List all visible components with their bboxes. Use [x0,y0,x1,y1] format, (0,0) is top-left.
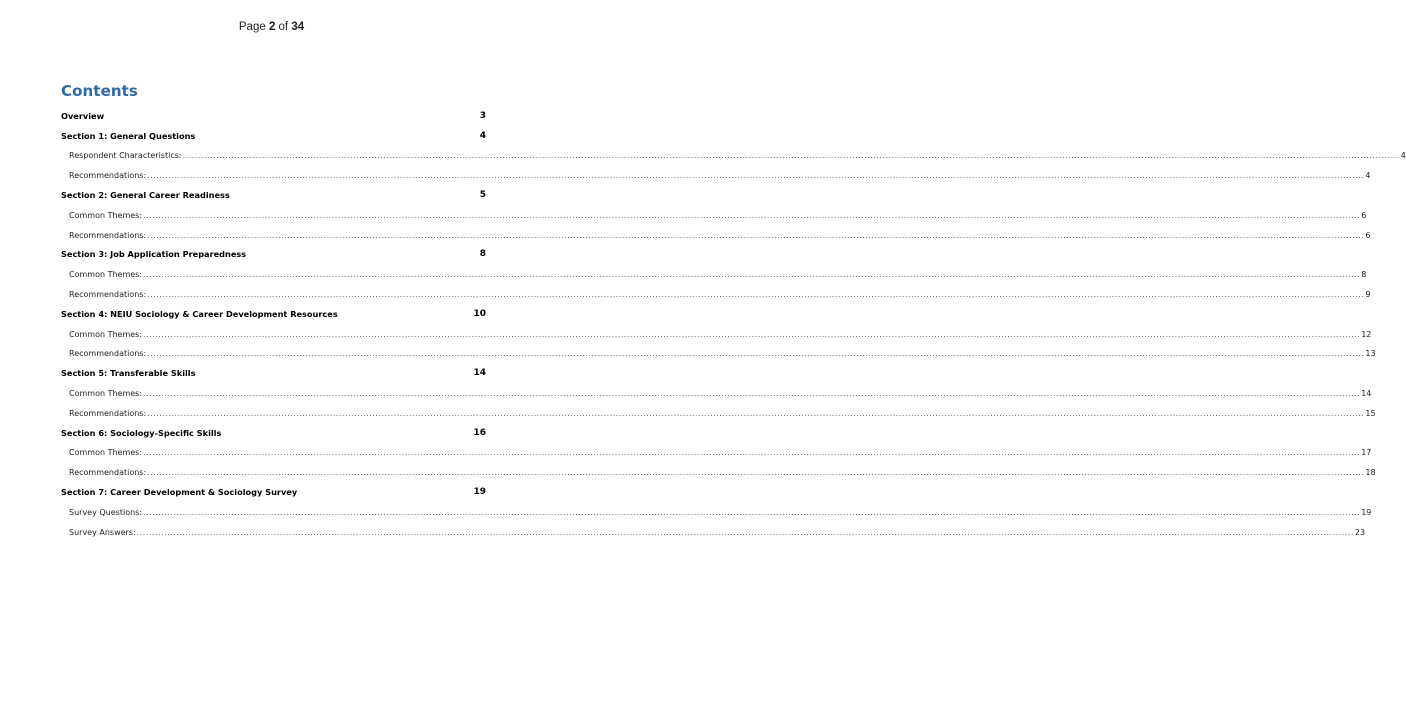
toc-entry-label: Common Themes: [69,448,143,458]
toc-page-number: 15 [1365,408,1376,418]
toc-subsection-entry[interactable] [61,200,1367,220]
toc-dot-leader: ................................................................................................................................................................................................................................................................................................................................................................................................................ [143,270,1361,280]
toc-page-number: 8 [1361,270,1367,280]
toc-entry-label: Common Themes: [69,270,143,280]
page-of: of [275,21,292,33]
toc-page-number: 17 [1361,448,1372,458]
toc-entry-label: Recommendations: [69,171,147,181]
page-current: 2 [268,21,276,33]
page-total: 34 [291,21,305,33]
toc-page-number: 6 [1365,230,1371,240]
toc-section-entry[interactable] [61,418,486,438]
toc-page-number: 18 [1365,468,1376,478]
toc-dot-leader: ................................................................................................................................................................................................................................................................................................................................................................................................................ [143,210,1361,220]
toc-page-number: 4 [1365,171,1371,181]
toc-dot-leader: ................................................................................................................................................................................................................................................................................................................................................................................................................ [143,388,1361,398]
toc-entry-label: Survey Questions: [69,507,143,517]
toc-page-number: 19 [473,486,486,497]
toc-subsection-entry[interactable] [61,438,1372,458]
toc-dot-leader: ................................................................................................................................................................................................................................................................................................................................................................................................................ [143,507,1361,517]
toc-page-number: 3 [479,110,486,121]
toc-entry-label: Recommendations: [69,468,147,478]
toc-page-number: 5 [479,189,486,200]
toc-dot-leader: ................................................................................................................................................................................................................................................................................................................................................................................................................ [147,230,1365,240]
toc-subsection-entry[interactable] [61,378,1372,398]
toc-entry-label: Common Themes: [69,329,143,339]
toc-page-number: 9 [1365,289,1371,299]
toc-entry-label: Section 2: General Career Readiness [61,189,230,200]
toc-page-number: 4 [479,130,486,141]
toc-entry-label: Recommendations: [69,289,147,299]
toc-section-entry[interactable] [61,477,486,497]
toc-dot-leader: ................................................................................................................................................................................................................................................................................................................................................................................................................ [147,468,1365,478]
toc-dot-leader: ................................................................................................................................................................................................................................................................................................................................................................................................................ [143,448,1361,458]
toc-page-number: 10 [473,308,486,319]
toc-entry-label: Section 4: NEIU Sociology & Career Development Resources [61,308,338,319]
toc-entry-label: Section 5: Transferable Skills [61,368,196,379]
toc-entry-label: Recommendations: [69,230,147,240]
toc-subsection-entry[interactable] [61,141,1406,161]
toc-entry-label: Common Themes: [69,388,143,398]
toc-entry-label: Common Themes: [69,210,143,220]
toc-dot-leader: ................................................................................................................................................................................................................................................................................................................................................................................................................ [182,151,1400,161]
toc-page-number: 14 [1361,388,1372,398]
toc-page-number: 12 [1361,329,1372,339]
toc-page-number: 16 [473,427,486,438]
toc-dot-leader: ................................................................................................................................................................................................................................................................................................................................................................................................................ [136,527,1354,537]
toc-section-entry[interactable] [61,358,486,378]
toc-page-number: 4 [1400,151,1406,161]
toc-section-entry[interactable] [61,299,486,319]
toc-entry-label: Overview [61,110,105,121]
toc-section-entry[interactable] [61,121,486,141]
toc-subsection-entry[interactable] [61,517,1366,537]
toc-subsection-entry[interactable] [61,220,1371,240]
toc-page-number: 8 [479,249,486,260]
toc-page-number: 19 [1361,507,1372,517]
toc-dot-leader: ................................................................................................................................................................................................................................................................................................................................................................................................................ [147,408,1365,418]
toc-subsection-entry[interactable] [61,319,1372,339]
toc-dot-leader: ................................................................................................................................................................................................................................................................................................................................................................................................................ [147,289,1365,299]
toc-entry-label: Section 7: Career Development & Sociology Survey [61,486,298,497]
toc-section-entry[interactable] [61,180,486,200]
toc-subsection-entry[interactable] [61,457,1376,478]
toc-entry-label: Section 1: General Questions [61,130,196,141]
toc-page-number: 14 [473,368,486,379]
toc-subsection-entry[interactable] [61,497,1372,517]
toc-subsection-entry[interactable] [61,339,1376,359]
toc-dot-leader: ................................................................................................................................................................................................................................................................................................................................................................................................................ [147,171,1365,181]
toc-dot-leader: ................................................................................................................................................................................................................................................................................................................................................................................................................ [143,329,1361,339]
toc-page-number: 13 [1365,349,1376,359]
toc-entry-label: Survey Answers: [69,527,136,537]
toc-entry-label: Respondent Characteristics: [69,151,182,161]
table-of-contents [61,101,1406,537]
toc-subsection-entry[interactable] [61,398,1376,418]
toc-entry-label: Section 6: Sociology-Specific Skills [61,427,222,438]
page-prefix: Page [238,21,269,33]
toc-dot-leader: ................................................................................................................................................................................................................................................................................................................................................................................................................ [147,349,1365,359]
toc-section-entry[interactable] [61,101,486,121]
contents-title: Contents [61,82,138,100]
toc-entry-label: Section 3: Job Application Preparedness [61,249,247,260]
toc-subsection-entry[interactable] [61,160,1371,181]
toc-page-number: 23 [1354,527,1366,537]
toc-page-number: 6 [1361,210,1367,220]
page-header [0,21,543,33]
toc-section-entry[interactable] [61,240,486,260]
toc-entry-label: Recommendations: [69,349,147,359]
toc-entry-label: Recommendations: [69,408,147,418]
toc-subsection-entry[interactable] [61,279,1371,299]
toc-subsection-entry[interactable] [61,259,1367,280]
